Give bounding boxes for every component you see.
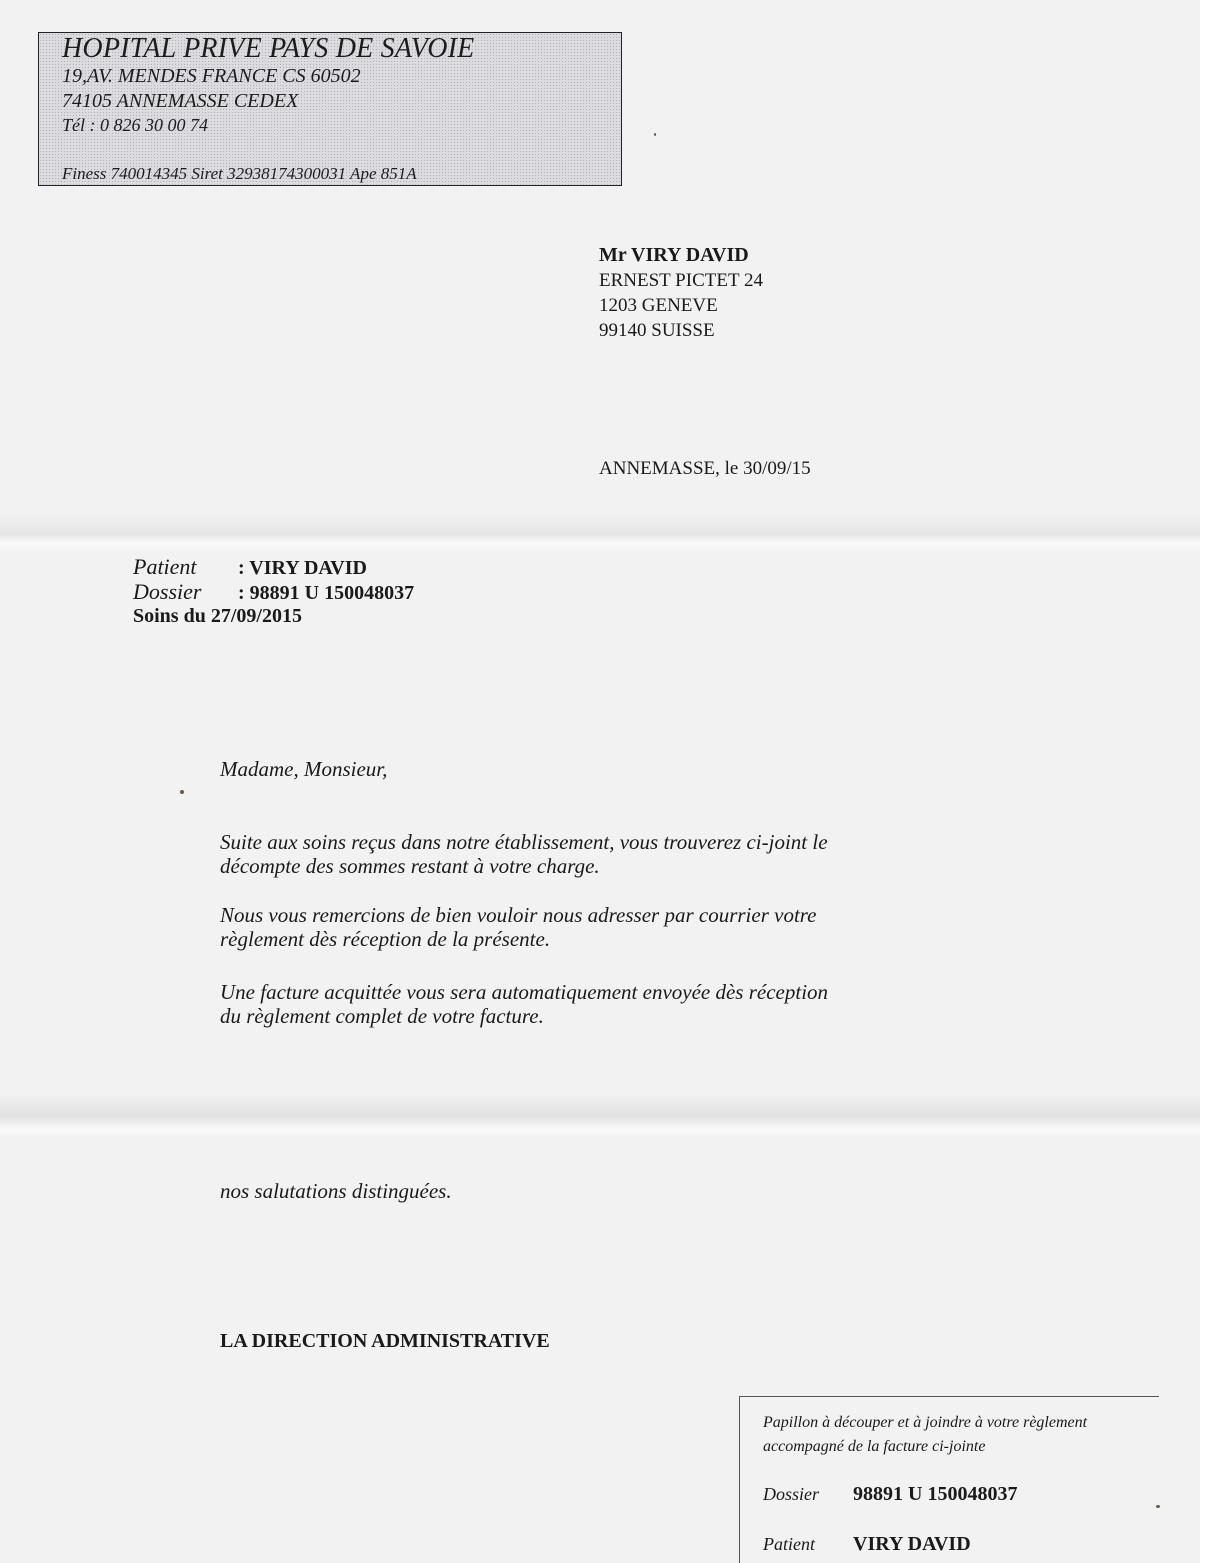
letter-paragraph-1 [220,830,828,878]
slip-dossier-row [763,1483,1017,1506]
patient-reference-block [133,554,414,629]
dossier-row [133,579,414,604]
dossier-value: : 98891 U 150048037 [238,582,415,604]
soins-date: Soins du 27/09/2015 [133,605,302,627]
hospital-address-line1: 19,AV. MENDES FRANCE CS 60502 [62,65,361,87]
paragraph-3-line-2: du règlement complet de votre facture. [220,1004,544,1028]
slip-patient-label: Patient [763,1534,815,1554]
slip-instruction-line-2: accompagné de la facture ci-jointe [763,1438,986,1455]
hospital-name: HOPITAL PRIVE PAYS DE SAVOIE [62,33,475,64]
slip-instruction-line-1: Papillon à découper et à joindre à votre règlement [763,1414,1088,1431]
paragraph-2-line-1: Nous vous remercions de bien vouloir nous adresser par courrier votre [220,903,817,927]
paragraph-2-line-2: règlement dès réception de la présente. [220,927,551,951]
paper-fold-upper [0,512,1200,552]
letter-signature: LA DIRECTION ADMINISTRATIVE [220,1330,550,1352]
paragraph-1-line-1: Suite aux soins reçus dans notre établissement, vous trouverez ci-joint le [220,830,828,854]
letter-salutation: Madame, Monsieur, [220,757,388,781]
paper-fold-lower [0,1094,1200,1138]
hospital-phone: Tél : 0 826 30 00 74 [62,115,208,135]
recipient-street: ERNEST PICTET 24 [599,270,763,291]
letter-closing: nos salutations distinguées. [220,1179,452,1203]
hospital-identifiers: Finess 740014345 Siret 32938174300031 Ape 851A [62,164,417,183]
letter-paragraph-2 [220,903,817,951]
recipient-name: Mr VIRY DAVID [599,244,749,266]
patient-label: Patient [133,554,197,579]
slip-patient-value: VIRY DAVID [853,1533,971,1555]
hospital-address-line2: 74105 ANNEMASSE CEDEX [62,90,299,112]
paragraph-3-line-1: Une facture acquittée vous sera automatiquement envoyée dès réception [220,980,829,1004]
place-and-date: ANNEMASSE, le 30/09/15 [599,458,811,479]
dossier-label: Dossier [133,579,202,604]
patient-row [133,554,414,579]
slip-dossier-label: Dossier [763,1484,820,1504]
paragraph-1-line-2: décompte des sommes restant à votre charge. [220,854,600,878]
slip-instructions [763,1411,1087,1459]
scan-margin [1200,0,1212,1563]
letter-paragraph-3 [220,980,828,1028]
patient-value: : VIRY DAVID [238,557,367,579]
recipient-country: 99140 SUISSE [599,320,715,341]
recipient-address [599,243,763,343]
slip-dossier-value: 98891 U 150048037 [853,1483,1018,1505]
hospital-header-box [38,32,622,186]
paper-speck [654,133,656,136]
paper-speck [180,790,184,794]
slip-patient-row [763,1533,971,1556]
paper-speck [1156,1505,1160,1508]
payment-slip [739,1396,1159,1563]
recipient-city: 1203 GENEVE [599,295,718,316]
